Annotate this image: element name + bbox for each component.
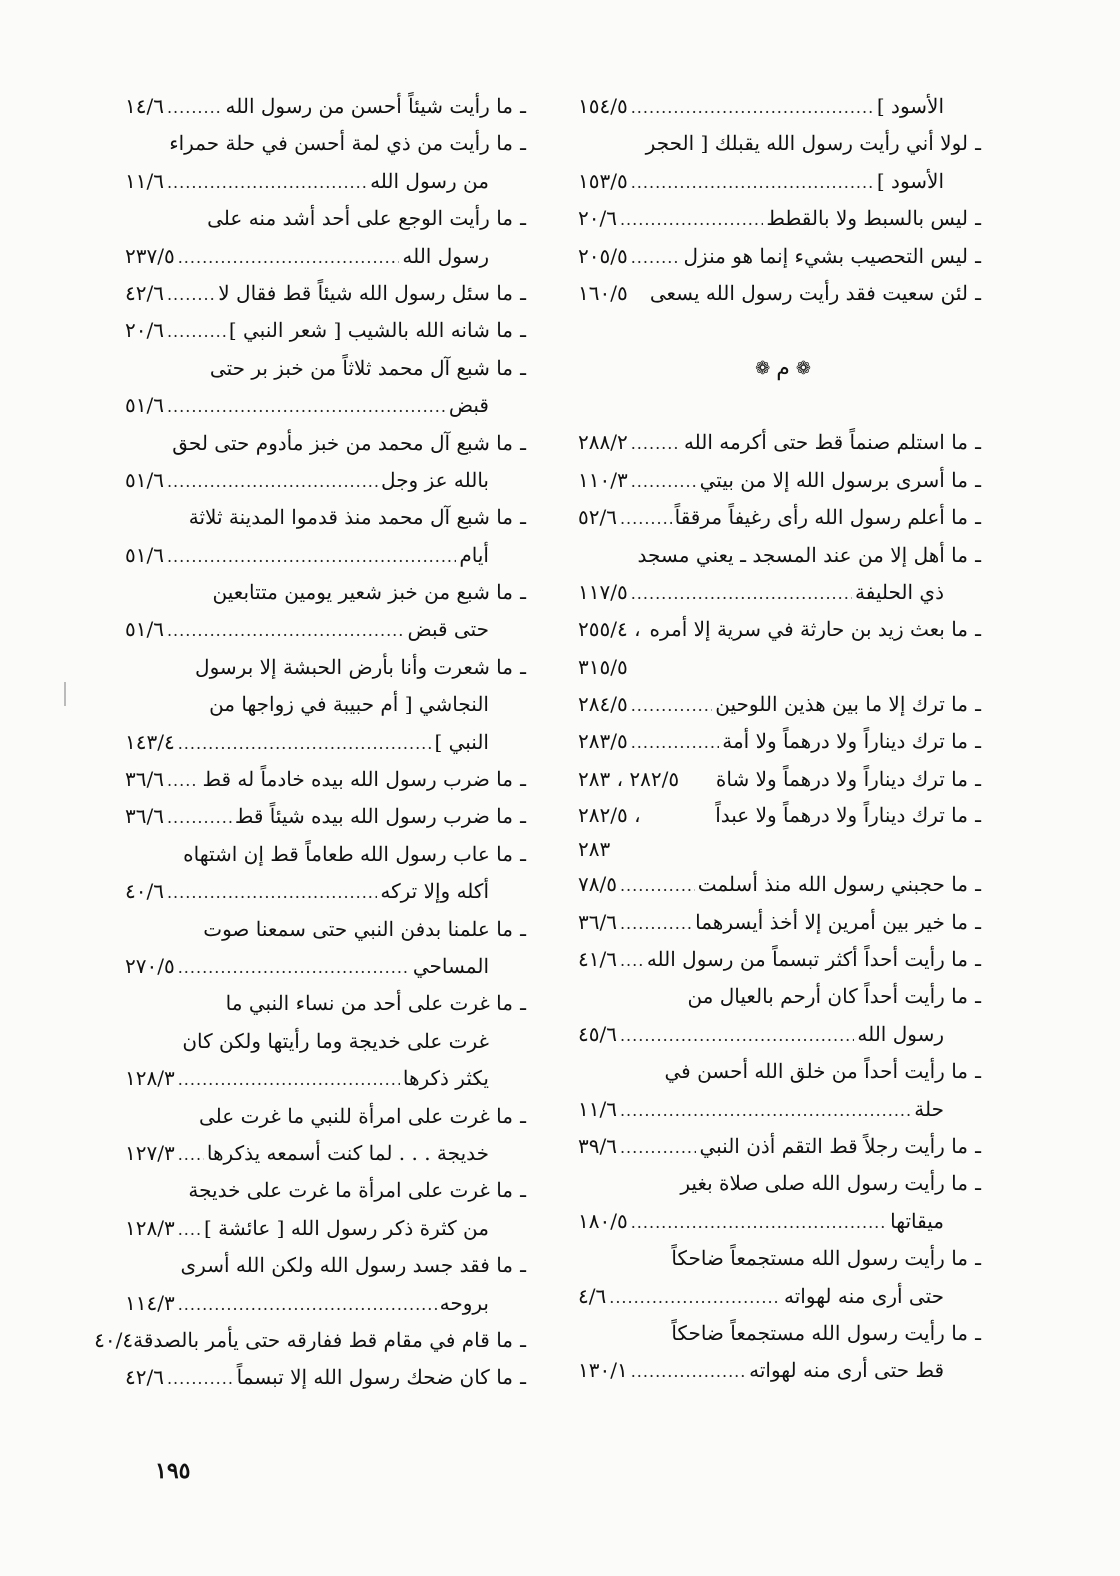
entry-text: ما عاب رسول الله طعاماً قط إن اشتهاه xyxy=(183,841,513,866)
entry-reference: ٢٧٠/٥ xyxy=(125,953,175,978)
entry-text: بالله عز وجل xyxy=(381,467,489,492)
entry-dash: ـ xyxy=(975,131,981,156)
index-entry xyxy=(125,985,533,1022)
entry-reference: ١٨٠/٥ xyxy=(578,1208,628,1233)
entry-text: خديجة . . . لما كنت أسمعه يذكرها xyxy=(206,1140,489,1165)
entry-text: ما رأيت شيئاً أحسن من رسول الله xyxy=(225,94,513,118)
entry-dash: ـ xyxy=(520,1327,526,1352)
entry-dash: ـ xyxy=(520,505,526,530)
entry-dash: ـ xyxy=(975,430,981,455)
entry-text: ما شبع من خبز شعير يومين متتابعين xyxy=(212,580,513,605)
entry-reference: ٥١/٦ xyxy=(125,467,164,492)
entry-dash: ـ xyxy=(520,1103,526,1128)
entry-text: ليس بالسبط ولا بالقطط xyxy=(766,206,968,231)
entry-text: ما كان ضحك رسول الله إلا تبسماً xyxy=(236,1365,513,1390)
index-entry xyxy=(578,462,988,499)
index-entry xyxy=(125,1210,533,1247)
index-entry xyxy=(578,424,988,461)
margin-mark xyxy=(64,682,66,706)
entry-dash: ـ xyxy=(520,280,526,305)
index-entry xyxy=(578,1203,988,1240)
index-entry xyxy=(125,312,533,349)
ornament-icon: ❁ xyxy=(755,357,771,379)
entry-dash: ـ xyxy=(975,1246,981,1271)
entry-reference: ١٢٨/٣ xyxy=(125,1215,175,1240)
index-entry xyxy=(125,1172,533,1209)
entry-dash: ـ xyxy=(520,430,526,455)
entry-reference: ٢٨٨/٢ xyxy=(578,430,628,455)
entry-text: ذي الحليفة xyxy=(855,579,944,604)
entry-text: قط حتى أرى منه لهواته xyxy=(749,1358,944,1383)
entry-text: ما قام في مقام قط ففارقه حتى يأمر بالصدقة xyxy=(133,1327,513,1352)
dot-leader xyxy=(620,867,695,904)
entry-reference: ٤٠/٦ xyxy=(125,879,164,904)
entry-text: ما رأيت رسول الله مستجمعاً ضاحكاً xyxy=(671,1320,968,1345)
entry-dash: ـ xyxy=(975,206,981,231)
entry-reference: ٤٢/٦ xyxy=(125,280,164,305)
index-entry xyxy=(578,686,988,723)
entry-dash: ـ xyxy=(975,617,981,642)
entry-text: ما شبع آل محمد ثلاثاً من خبز بر حتى xyxy=(209,355,513,380)
index-entry xyxy=(578,88,988,125)
index-entry xyxy=(578,978,988,1015)
entry-text: ما أعلم رسول الله رأى رغيفاً مرققاً xyxy=(674,505,968,530)
dot-leader xyxy=(167,874,377,911)
entry-reference: ٢٨٣ xyxy=(578,837,611,862)
index-entry xyxy=(125,499,533,536)
entry-reference: ٣٩/٦ xyxy=(578,1133,617,1158)
entry-reference: ١٣٠/١ xyxy=(578,1358,628,1383)
entry-dash: ـ xyxy=(520,1253,526,1278)
dot-leader xyxy=(167,388,446,425)
entry-text: المساحي xyxy=(412,953,489,978)
dot-leader xyxy=(631,1204,887,1241)
dot-leader xyxy=(631,89,874,126)
entry-dash: ـ xyxy=(520,206,526,231)
index-entry xyxy=(125,1285,533,1322)
index-entry xyxy=(578,1352,988,1389)
index-entry xyxy=(125,574,533,611)
entry-reference: ١١/٦ xyxy=(125,168,164,193)
entry-dash: ـ xyxy=(975,1133,981,1158)
entry-text: أكله وإلا تركه xyxy=(380,879,489,904)
entry-reference: ٢٨٢/٥ ، ٢٨٣ xyxy=(578,766,680,791)
index-entry xyxy=(125,761,533,798)
dot-leader xyxy=(631,164,874,201)
index-entry xyxy=(125,275,533,312)
index-entry xyxy=(578,723,988,760)
entry-reference: ٥١/٦ xyxy=(125,393,164,418)
entry-reference: ١٦٠/٥ xyxy=(578,280,628,305)
index-entry xyxy=(578,649,988,686)
dot-leader xyxy=(178,1136,204,1173)
entry-dash: ـ xyxy=(975,243,981,268)
entry-text: ميقاتها xyxy=(890,1208,944,1233)
index-entry xyxy=(578,941,988,978)
entry-text: ما رأيت رسول الله صلى صلاة بغير xyxy=(680,1171,968,1196)
dot-leader xyxy=(178,949,410,986)
entry-text: الأسود ] xyxy=(876,168,944,193)
index-entry xyxy=(578,238,988,275)
dot-leader xyxy=(167,164,367,201)
index-entry xyxy=(578,163,988,200)
entry-reference: ١١/٦ xyxy=(578,1096,617,1121)
dot-leader xyxy=(167,89,223,126)
index-entry xyxy=(125,462,533,499)
dot-leader xyxy=(167,612,405,649)
index-entry xyxy=(578,1091,988,1128)
dot-leader xyxy=(631,239,681,276)
index-entry xyxy=(578,1278,988,1315)
dot-leader xyxy=(620,500,672,537)
entry-reference: ٢٨٤/٥ xyxy=(578,692,628,717)
entry-text: رسول الله xyxy=(857,1021,944,1046)
index-entry xyxy=(125,387,533,424)
entry-dash: ـ xyxy=(975,505,981,530)
entry-reference: ٧٨/٥ xyxy=(578,872,617,897)
dot-leader xyxy=(631,463,697,500)
index-entry xyxy=(578,1240,988,1277)
entry-text: من كثرة ذكر رسول الله [ عائشة ] xyxy=(203,1215,489,1240)
entry-dash: ـ xyxy=(975,542,981,567)
entry-text: حتى أرى منه لهواته xyxy=(784,1283,944,1308)
entry-text: ما رأيت رسول الله مستجمعاً ضاحكاً xyxy=(671,1246,968,1271)
dot-leader xyxy=(167,799,232,836)
entry-text: ما علمنا بدفن النبي حتى سمعنا صوت xyxy=(203,916,513,941)
index-entry xyxy=(125,1060,533,1097)
entry-reference: ١١٤/٣ xyxy=(125,1290,175,1315)
entry-text: ما رأيت من ذي لمة أحسن في حلة حمراء xyxy=(169,131,513,156)
page-number: ١٩٥ xyxy=(155,1458,191,1484)
entry-text: ما رأيت أحداً من خلق الله أحسن في xyxy=(664,1059,968,1084)
entry-text: لولا أني رأيت رسول الله يقبلك [ الحجر xyxy=(645,131,968,156)
index-entry xyxy=(125,1135,533,1172)
dot-leader xyxy=(631,724,720,761)
entry-text: ما رأيت أحداً أكثر تبسماً من رسول الله xyxy=(646,947,968,972)
entry-reference: ٤٠/٤ xyxy=(94,1327,134,1352)
entry-dash: ـ xyxy=(520,1365,526,1390)
entry-dash: ـ xyxy=(975,729,981,754)
index-entry xyxy=(125,425,533,462)
entry-dash: ـ xyxy=(520,916,526,941)
index-entry xyxy=(578,611,988,648)
entry-dash: ـ xyxy=(520,841,526,866)
dot-leader xyxy=(631,1353,746,1390)
entry-text: النجاشي [ أم حبيبة في زواجها من xyxy=(209,692,489,717)
dot-leader xyxy=(167,762,199,799)
entry-dash: ـ xyxy=(975,984,981,1009)
dot-leader xyxy=(620,905,692,942)
index-entry xyxy=(125,1098,533,1135)
index-entry xyxy=(578,200,988,237)
dot-leader xyxy=(631,575,852,612)
dot-leader xyxy=(620,1129,697,1166)
entry-dash: ـ xyxy=(520,654,526,679)
index-entry xyxy=(125,1247,533,1284)
index-entry xyxy=(578,1315,988,1352)
entry-dash: ـ xyxy=(520,804,526,829)
entry-text: ما أسرى برسول الله إلا من بيتي xyxy=(699,467,968,492)
entry-text: أيام xyxy=(459,542,489,567)
entry-text: لئن سعيت فقد رأيت رسول الله يسعى xyxy=(649,280,968,305)
index-entry xyxy=(578,832,988,866)
entry-text: ما خير بين أمرين إلا أخذ أيسرهما xyxy=(695,909,968,934)
dot-leader xyxy=(631,687,713,724)
index-entry xyxy=(125,537,533,574)
entry-reference: ٢٠٥/٥ xyxy=(578,243,628,268)
entry-text: رسول الله xyxy=(402,243,489,268)
entry-reference: ٤/٦ xyxy=(578,1283,607,1308)
entry-dash: ـ xyxy=(975,803,981,828)
index-entry xyxy=(578,499,988,536)
index-entry xyxy=(125,611,533,648)
entry-text: بروحه xyxy=(439,1290,489,1315)
dot-leader xyxy=(620,942,644,979)
entry-text: الأسود ] xyxy=(876,94,944,118)
entry-reference: ٢٨٣/٥ xyxy=(578,729,628,754)
entry-text: ما ترك إلا ما بين هذين اللوحين xyxy=(715,692,968,717)
entry-reference: ٣٦/٦ xyxy=(125,804,164,829)
index-entry xyxy=(125,686,533,723)
entry-dash: ـ xyxy=(975,467,981,492)
index-entry xyxy=(125,238,533,275)
index-entry xyxy=(125,1359,533,1396)
entry-reference: ٤٢/٦ xyxy=(125,1365,164,1390)
index-entry xyxy=(125,836,533,873)
entry-reference: ٥١/٦ xyxy=(125,542,164,567)
index-entry xyxy=(578,1128,988,1165)
entry-reference: ١٢٧/٣ xyxy=(125,1140,175,1165)
dot-leader xyxy=(167,276,215,313)
entry-text: ما ترك ديناراً ولا درهماً ولا أمة xyxy=(722,729,968,754)
dot-leader xyxy=(609,1279,781,1316)
ornament-icon: ❁ xyxy=(795,357,811,379)
entry-reference: ٤٥/٦ xyxy=(578,1021,617,1046)
entry-text: ما ضرب رسول الله بيده شيئاً قط xyxy=(234,804,513,829)
entry-text: ما ترك ديناراً ولا درهماً ولا شاة xyxy=(715,766,968,791)
entry-text: ليس التحصيب بشيء إنما هو منزل xyxy=(683,243,968,268)
entry-text: ما سئل رسول الله شيئاً قط فقال لا xyxy=(218,280,513,305)
entry-text: ما استلم صنماً قط حتى أكرمه الله xyxy=(683,430,968,455)
entry-dash: ـ xyxy=(975,947,981,972)
entry-dash: ـ xyxy=(520,131,526,156)
entry-text: ما ترك ديناراً ولا درهماً ولا عبداً xyxy=(715,803,968,828)
index-entry xyxy=(578,761,988,798)
entry-dash: ـ xyxy=(975,766,981,791)
dot-leader xyxy=(620,201,763,238)
entry-dash: ـ xyxy=(975,280,981,305)
index-entry xyxy=(578,866,988,903)
index-entry xyxy=(578,574,988,611)
index-entry xyxy=(578,1053,988,1090)
entry-reference: ١١٠/٣ xyxy=(578,467,628,492)
entry-reference: ١٤/٦ xyxy=(125,94,164,118)
entry-dash: ـ xyxy=(520,94,526,118)
dot-leader xyxy=(620,1092,911,1129)
entry-text: ما ضرب رسول الله بيده خادماً له قط xyxy=(202,767,513,792)
left-column xyxy=(94,88,533,1397)
entry-reference: ١٢٨/٣ xyxy=(125,1066,175,1091)
index-entry xyxy=(125,88,533,125)
entry-dash: ـ xyxy=(975,1171,981,1196)
entry-dash: ـ xyxy=(975,1320,981,1345)
index-entry xyxy=(125,350,533,387)
right-column xyxy=(578,88,988,1390)
dot-leader xyxy=(178,1286,437,1323)
index-entry xyxy=(125,724,533,761)
entry-text: ما شبع آل محمد من خبز مأدوم حتى لحق xyxy=(172,430,513,455)
entry-text: النبي ] xyxy=(434,729,489,754)
entry-dash: ـ xyxy=(520,318,526,343)
entry-reference: ٣٦/٦ xyxy=(125,767,164,792)
entry-dash: ـ xyxy=(520,580,526,605)
entry-reference: ٥١/٦ xyxy=(125,617,164,642)
entry-reference: ٢٠/٦ xyxy=(125,318,164,343)
entry-text: ما رأيت أحداً كان أرحم بالعيال من xyxy=(687,984,968,1009)
entry-text: ما أهل إلا من عند المسجد ـ يعني مسجد xyxy=(637,542,968,567)
dot-leader xyxy=(167,538,456,575)
entry-reference: ١٥٣/٥ xyxy=(578,168,628,193)
index-entry xyxy=(125,649,533,686)
entry-dash: ـ xyxy=(520,991,526,1016)
dot-leader xyxy=(167,463,378,500)
index-entry xyxy=(125,911,533,948)
dot-leader xyxy=(167,1360,234,1397)
index-entry xyxy=(94,1322,533,1359)
entry-dash: ـ xyxy=(975,1059,981,1084)
entry-text: يكثر ذكرها xyxy=(402,1066,489,1091)
index-entry xyxy=(125,125,533,162)
entry-text: حتى قبض xyxy=(407,617,489,642)
entry-reference: ٢٠/٦ xyxy=(578,206,617,231)
entry-dash: ـ xyxy=(975,692,981,717)
index-entry xyxy=(125,873,533,910)
entry-reference: ٣١٥/٥ xyxy=(578,654,628,679)
entry-text: قبض xyxy=(448,393,489,418)
index-entry xyxy=(578,904,988,941)
index-entry xyxy=(125,200,533,237)
entry-reference: ٣٦/٦ xyxy=(578,909,617,934)
entry-reference: ٢٨٢/٥ ، xyxy=(578,803,641,828)
entry-text: من رسول الله xyxy=(370,168,489,193)
entry-dash: ـ xyxy=(520,355,526,380)
entry-dash: ـ xyxy=(975,909,981,934)
dot-leader xyxy=(631,425,681,462)
index-entry xyxy=(578,1016,988,1053)
index-entry xyxy=(125,798,533,835)
index-entry xyxy=(578,1165,988,1202)
section-letter: م xyxy=(776,355,790,381)
section-heading xyxy=(578,312,988,424)
entry-text: ما فقد جسد رسول الله ولكن الله أسرى xyxy=(180,1253,513,1278)
entry-dash: ـ xyxy=(520,767,526,792)
entry-text: ما شانه الله بالشيب [ شعر النبي ] xyxy=(228,318,513,343)
entry-text: ما غرت على امرأة ما غرت على خديجة xyxy=(188,1178,513,1203)
entry-text: حلة xyxy=(914,1096,944,1121)
entry-dash: ـ xyxy=(975,872,981,897)
entry-text: ما بعث زيد بن حارثة في سرية إلا أمره xyxy=(649,617,968,642)
dot-leader xyxy=(620,1017,854,1054)
entry-reference: ٤١/٦ xyxy=(578,947,617,972)
index-entry xyxy=(125,948,533,985)
index-entry xyxy=(578,537,988,574)
dot-leader xyxy=(178,725,432,762)
entry-reference: ٢٣٧/٥ xyxy=(125,243,175,268)
entry-text: ما شبع آل محمد منذ قدموا المدينة ثلاثة xyxy=(188,505,513,530)
entry-reference: ١٤٣/٤ xyxy=(125,729,175,754)
entry-reference: ١١٧/٥ xyxy=(578,579,628,604)
entry-dash: ـ xyxy=(520,1178,526,1203)
dot-leader xyxy=(167,313,226,350)
dot-leader xyxy=(178,1061,400,1098)
entry-reference: ٥٢/٦ xyxy=(578,505,617,530)
entry-text: ما غرت على امرأة للنبي ما غرت على xyxy=(198,1103,513,1128)
dot-leader xyxy=(178,1211,201,1248)
index-entry xyxy=(125,1023,533,1060)
index-entry xyxy=(578,275,988,312)
entry-text: ما رأيت الوجع على أحد أشد منه على xyxy=(207,206,513,231)
entry-reference: ١٥٤/٥ xyxy=(578,94,628,118)
entry-reference: ٢٥٥/٤ ، xyxy=(578,617,641,642)
dot-leader xyxy=(178,239,400,276)
entry-text: ما رأيت رجلاً قط التقم أذن النبي xyxy=(699,1133,968,1158)
entry-text: ما حجبني رسول الله منذ أسلمت xyxy=(697,872,968,897)
entry-text: ما شعرت وأنا بأرض الحبشة إلا برسول xyxy=(195,654,513,679)
index-entry xyxy=(578,798,988,832)
entry-text: ما غرت على أحد من نساء النبي ما xyxy=(225,991,513,1016)
index-entry xyxy=(578,125,988,162)
index-entry xyxy=(125,163,533,200)
entry-text: غرت على خديجة وما رأيتها ولكن كان xyxy=(182,1028,489,1053)
